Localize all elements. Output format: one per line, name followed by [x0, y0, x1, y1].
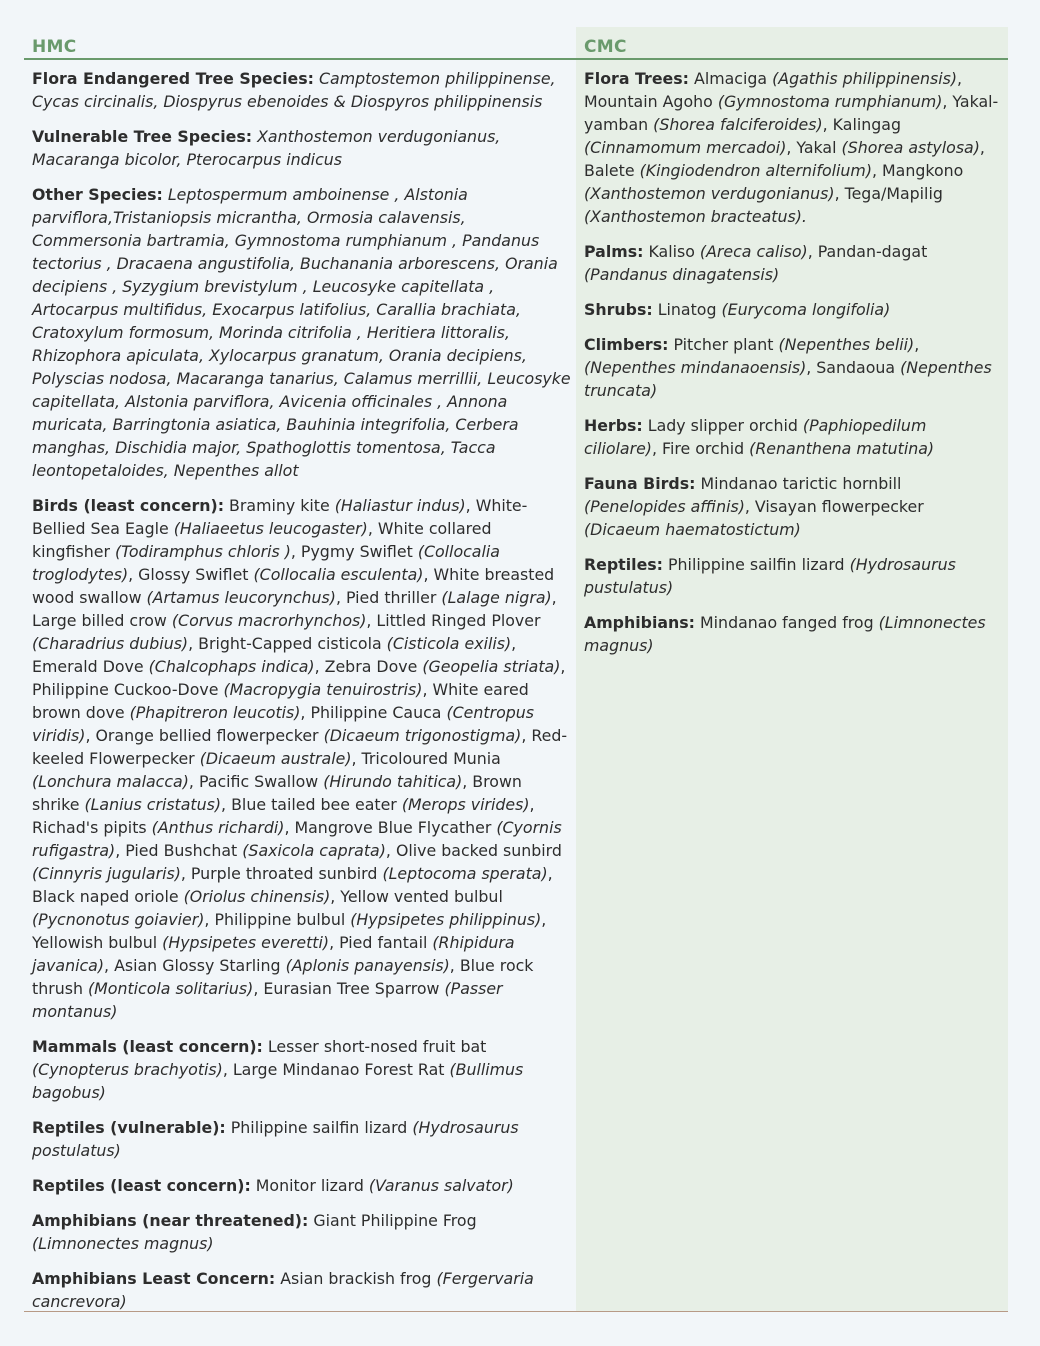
- species-entry: [32, 1267, 572, 1313]
- common-name: , White collared kingfisher: [32, 519, 492, 561]
- scientific-name: (Aplonis panayensis): [285, 956, 450, 975]
- common-name: , White breasted wood swallow: [32, 565, 555, 607]
- common-name: Philippine sailfin lizard: [225, 1118, 413, 1137]
- common-name: , Purple throated sunbird: [180, 864, 383, 883]
- common-name: Lesser short-nosed fruit bat: [262, 1037, 487, 1056]
- category-label: Flora Trees:: [584, 69, 689, 88]
- common-name: , Pied Bushchat: [115, 841, 243, 860]
- common-name: , Philippine Cauca: [300, 703, 447, 722]
- scientific-name: (Areca caliso): [699, 242, 808, 261]
- scientific-name: (Hypsipetes philippinus): [350, 910, 542, 929]
- common-name: Asian brackish frog: [275, 1269, 437, 1288]
- scientific-name: (Renanthena matutina): [749, 439, 935, 458]
- scientific-name: (Nepenthes belii): [778, 335, 915, 354]
- category-label: Reptiles:: [584, 555, 663, 574]
- species-entry: [584, 553, 1000, 599]
- common-name: , White eared brown dove: [32, 680, 529, 722]
- category-label: Reptiles (vulnerable):: [32, 1118, 226, 1137]
- scientific-name: (Collocalia troglodytes): [32, 542, 500, 584]
- common-name: , Mangkono: [872, 161, 964, 180]
- category-label: Amphibians (near threatened):: [32, 1211, 309, 1230]
- scientific-name: (Lalage nigra): [441, 588, 552, 607]
- scientific-name: Leptospermum amboinense , Alstonia parviflora,Tristaniopsis micrantha, Ormosia calavensis, Commersonia bartramia, Gymnostoma rumphianum , Pandanus tectorius , Dracaena angustifolia, Buchanania arborescens, Orania decipiens , Syzygium brevistylum , Leucosyke capitellata , Artocarpus multifidus, Exocarpus latifolius, Carallia brachiata, Cratoxylum formosum, Morinda citrifolia , Heritiera littoralis, Rhizophora apiculata, Xylocarpus granatum, Orania decipiens, Polyscias nodosa, Macaranga tanarius, Calamus merrillii, Leucosyke capitellata, Alstonia parviflora, Avicenia officinales , Annona muricata, Barringtonia asiatica, Bauhinia integrifolia, Cerbera manghas, Dischidia major, Spathoglottis tomentosa, Tacca leontopetaloides, Nepenthes allot: [32, 185, 571, 480]
- hmc-species-list: [24, 60, 576, 1313]
- common-name: , Asian Glossy Starling: [104, 956, 286, 975]
- cmc-species-list: [576, 60, 1008, 657]
- common-name: , Emerald Dove: [32, 634, 517, 676]
- scientific-name: (Leptocoma sperata): [382, 864, 548, 883]
- category-label: Mammals (least concern):: [32, 1037, 263, 1056]
- scientific-name: (Dicaeum australe): [199, 749, 352, 768]
- scientific-name: (Hypsipetes everetti): [162, 933, 330, 952]
- common-name: , Mangrove Blue Flycather: [284, 818, 497, 837]
- common-name: Mindanao tarictic hornbill: [695, 474, 902, 493]
- common-name: , Richad's pipits: [32, 795, 535, 837]
- scientific-name: (Xanthostemon bracteatus).: [584, 207, 807, 226]
- scientific-name: Camptostemon philippinense, Cycas circinalis, Diospyrus ebenoides & Diospyros philippinensis: [32, 69, 556, 111]
- common-name: , Bright-Capped cisticola: [188, 634, 387, 653]
- common-name: , Pied fantail: [329, 933, 433, 952]
- common-name: , Black naped oriole: [32, 864, 553, 906]
- scientific-name: (Monticola solitarius): [87, 979, 254, 998]
- cmc-column: [576, 27, 1008, 1311]
- common-name: , Red-keeled Flowerpecker: [32, 726, 568, 768]
- scientific-name: (Varanus salvator): [368, 1176, 514, 1195]
- scientific-name: (Lonchura malacca): [32, 772, 189, 791]
- category-label: Shrubs:: [584, 300, 653, 319]
- common-name: , Yakal: [786, 138, 842, 157]
- category-label: Reptiles (least concern):: [32, 1176, 251, 1195]
- category-label: Climbers:: [584, 335, 669, 354]
- common-name: , Blue tailed bee eater: [221, 795, 402, 814]
- category-label: Vulnerable Tree Species:: [32, 127, 253, 146]
- scientific-name: (Artamus leucorynchus): [146, 588, 336, 607]
- category-label: Fauna Birds:: [584, 474, 696, 493]
- scientific-name: (Fergervaria cancrevora): [32, 1269, 534, 1311]
- common-name: , Yellowish bulbul: [32, 910, 547, 952]
- common-name: , Large Mindanao Forest Rat: [222, 1060, 450, 1079]
- scientific-name: (Cyornis rufigastra): [32, 818, 562, 860]
- scientific-name: (Shorea falciferoides): [653, 115, 823, 134]
- scientific-name: (Bullimus bagobus): [32, 1060, 524, 1102]
- scientific-name: (Nepenthes truncata): [584, 358, 992, 400]
- scientific-name: (Limnonectes magnus): [584, 613, 986, 655]
- hmc-column: [24, 27, 576, 1311]
- species-entry: [584, 298, 1000, 321]
- scientific-name: (Shorea astylosa): [841, 138, 980, 157]
- scientific-name: (Cynopterus brachyotis): [32, 1060, 223, 1079]
- scientific-name: (Passer montanus): [32, 979, 503, 1021]
- common-name: , Blue rock thrush: [32, 956, 534, 998]
- hmc-column-header: HMC: [24, 27, 576, 60]
- scientific-name: (Todiramphus chloris ): [115, 542, 291, 561]
- scientific-name: (Penelopides affinis): [584, 497, 745, 516]
- common-name: , Large billed crow: [32, 588, 557, 630]
- species-entry: [584, 240, 1000, 286]
- common-name: , Yellow vented bulbul: [330, 887, 503, 906]
- common-name: , Pied thriller: [335, 588, 442, 607]
- common-name: , Zebra Dove: [314, 657, 423, 676]
- scientific-name: (Hydrosaurus postulatus): [32, 1118, 519, 1160]
- scientific-name: (Pandanus dinagatensis): [584, 265, 780, 284]
- scientific-name: (Nepenthes mindanaoensis): [584, 358, 807, 377]
- species-entry: [32, 1174, 572, 1197]
- cmc-column-header: CMC: [576, 27, 1008, 60]
- scientific-name: (Cinnyris jugularis): [32, 864, 181, 883]
- scientific-name: Xanthostemon verdugonianus, Macaranga bicolor, Pterocarpus indicus: [32, 127, 501, 169]
- species-entry: [32, 1116, 572, 1162]
- scientific-name: (Haliaeetus leucogaster): [173, 519, 368, 538]
- species-entry: [584, 67, 1000, 228]
- scientific-name: (Charadrius dubius): [32, 634, 189, 653]
- scientific-name: (Dicaeum haematostictum): [584, 520, 801, 539]
- scientific-name: (Phapitreron leucotis): [129, 703, 301, 722]
- common-name: , Tricoloured Munia: [351, 749, 501, 768]
- scientific-name: (Merops virides): [401, 795, 530, 814]
- common-name: , Eurasian Tree Sparrow: [253, 979, 445, 998]
- common-name: , Tega/Mapilig: [834, 184, 943, 203]
- common-name: , Philippine bulbul: [204, 910, 351, 929]
- scientific-name: (Haliastur indus): [334, 496, 466, 515]
- scientific-name: (Eurycoma longifolia): [721, 300, 891, 319]
- scientific-name: (Hirundo tahitica): [323, 772, 463, 791]
- scientific-name: (Rhipidura javanica): [32, 933, 515, 975]
- scientific-name: (Oriolus chinensis): [183, 887, 331, 906]
- scientific-name: (Chalcophaps indica): [148, 657, 315, 676]
- common-name: , Yakal-yamban: [584, 92, 999, 134]
- common-name: , Fire orchid: [651, 439, 750, 458]
- scientific-name: (Cisticola exilis): [386, 634, 512, 653]
- common-name: Kaliso: [643, 242, 700, 261]
- common-name: , Visayan flowerpecker: [744, 497, 924, 516]
- common-name: Mindanao fanged frog: [695, 613, 879, 632]
- scientific-name: (Macropygia tenuirostris): [223, 680, 423, 699]
- common-name: Lady slipper orchid: [642, 416, 803, 435]
- common-name: Monitor lizard: [250, 1176, 369, 1195]
- common-name: , Olive backed sunbird: [385, 841, 562, 860]
- scientific-name: (Centropus viridis): [32, 703, 535, 745]
- common-name: , Kalingag: [822, 115, 901, 134]
- common-name: , Sandaoua: [806, 358, 901, 377]
- scientific-name: (Anthus richardi): [151, 818, 285, 837]
- scientific-name: (Collocalia esculenta): [253, 565, 424, 584]
- species-entry: [32, 494, 572, 1023]
- category-label: Herbs:: [584, 416, 643, 435]
- category-label: Birds (least concern):: [32, 496, 225, 515]
- species-entry: [32, 1209, 572, 1255]
- scientific-name: (Cinnamomum mercadoi): [584, 138, 787, 157]
- common-name: , Glossy Swiflet: [128, 565, 254, 584]
- scientific-name: (Kingiodendron alternifolium): [639, 161, 872, 180]
- common-name: Pitcher plant: [668, 335, 779, 354]
- species-entry: [584, 333, 1000, 402]
- common-name: , White-Bellied Sea Eagle: [32, 496, 528, 538]
- species-comparison-table: [24, 27, 1008, 1312]
- scientific-name: (Limnonectes magnus): [32, 1234, 214, 1253]
- scientific-name: (Paphiopedilum ciliolare): [584, 416, 927, 458]
- common-name: , Pandan-dagat: [807, 242, 928, 261]
- species-entry: [32, 183, 572, 482]
- species-entry: [584, 611, 1000, 657]
- species-entry: [32, 1035, 572, 1104]
- category-label: Other Species:: [32, 185, 163, 204]
- scientific-name: (Lanius cristatus): [84, 795, 222, 814]
- scientific-name: (Hydrosaurus pustulatus): [584, 555, 956, 597]
- common-name: Philippine sailfin lizard: [663, 555, 850, 574]
- category-label: Flora Endangered Tree Species:: [32, 69, 314, 88]
- species-entry: [584, 472, 1000, 541]
- scientific-name: (Corvus macrorhynchos): [171, 611, 367, 630]
- common-name: , Littled Ringed Plover: [366, 611, 541, 630]
- scientific-name: (Saxicola caprata): [242, 841, 386, 860]
- common-name: , Pygmy Swiflet: [290, 542, 418, 561]
- scientific-name: (Xanthostemon verdugonianus): [584, 184, 835, 203]
- common-name: Linatog: [652, 300, 722, 319]
- scientific-name: (Agathis philippinensis): [772, 69, 958, 88]
- species-entry: [584, 414, 1000, 460]
- category-label: Amphibians:: [584, 613, 696, 632]
- species-entry: [32, 67, 572, 113]
- common-name: , Balete: [584, 138, 985, 180]
- species-entry: [32, 125, 572, 171]
- common-name: , Brown shrike: [32, 772, 522, 814]
- common-name: ,: [914, 335, 920, 354]
- category-label: Palms:: [584, 242, 644, 261]
- scientific-name: (Gymnostoma rumphianum): [717, 92, 943, 111]
- scientific-name: (Pycnonotus goiavier): [32, 910, 205, 929]
- common-name: Almaciga: [689, 69, 773, 88]
- common-name: Braminy kite: [224, 496, 335, 515]
- common-name: , Pacific Swallow: [188, 772, 324, 791]
- common-name: Giant Philippine Frog: [308, 1211, 477, 1230]
- common-name: , Orange bellied flowerpecker: [85, 726, 324, 745]
- scientific-name: (Geopelia striata): [422, 657, 561, 676]
- common-name: , Mountain Agoho: [584, 69, 963, 111]
- category-label: Amphibians Least Concern:: [32, 1269, 276, 1288]
- scientific-name: (Dicaeum trigonostigma): [323, 726, 522, 745]
- common-name: , Philippine Cuckoo-Dove: [32, 657, 566, 699]
